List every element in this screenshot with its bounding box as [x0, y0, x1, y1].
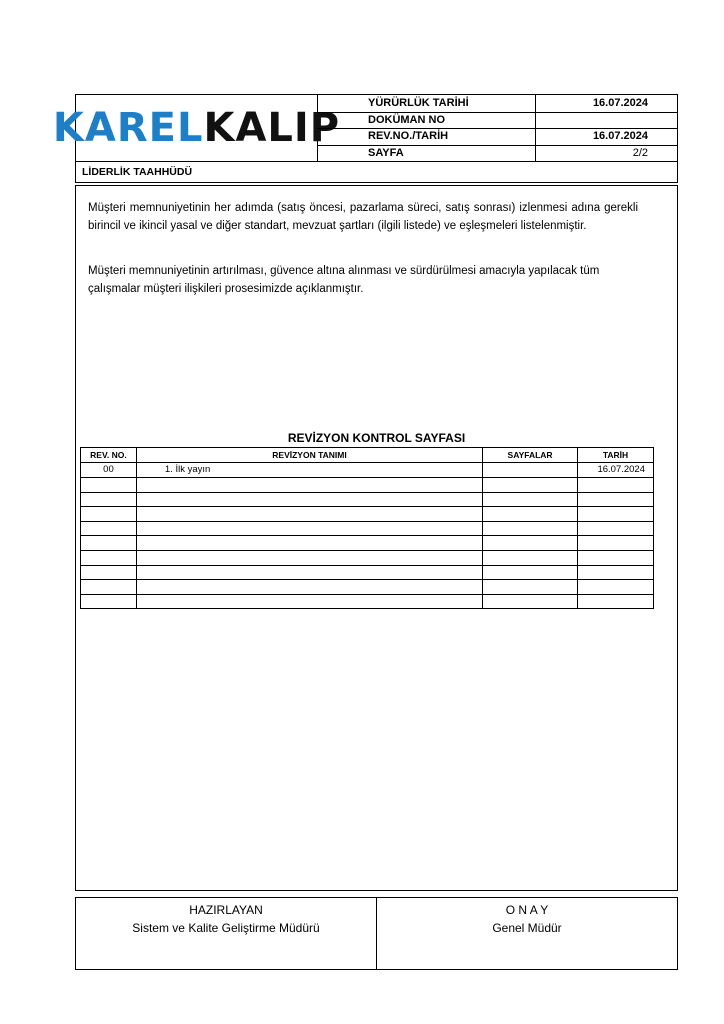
table-cell: [81, 536, 137, 551]
column-header: REV. NO.: [81, 448, 137, 463]
table-cell: 1. İlk yayın: [136, 463, 482, 478]
prepared-by-title: HAZIRLAYAN: [189, 903, 263, 917]
table-cell: [483, 536, 578, 551]
signature-footer: [75, 897, 678, 970]
table-cell: [136, 565, 482, 580]
table-cell: 16.07.2024: [578, 463, 654, 478]
table-cell: [81, 594, 137, 609]
table-cell: [578, 521, 654, 536]
section-title: LİDERLİK TAAHHÜDÜ: [75, 162, 678, 183]
revision-table: [80, 447, 654, 609]
table-cell: [136, 594, 482, 609]
header-label: REV.NO./TARİH: [317, 128, 536, 145]
table-row: [81, 463, 654, 478]
table-cell: [483, 550, 578, 565]
column-header: SAYFALAR: [483, 448, 578, 463]
approval-role: Genel Müdür: [492, 921, 562, 935]
table-cell: [578, 492, 654, 507]
table-header-row: [81, 448, 654, 463]
table-cell: [578, 536, 654, 551]
column-header: REVİZYON TANIMI: [136, 448, 482, 463]
header-row-effective-date: [317, 95, 678, 113]
header-row-document-no: [317, 112, 678, 129]
header-row-page: [317, 145, 678, 161]
header-value: [536, 112, 678, 128]
prepared-by-role: Sistem ve Kalite Geliştirme Müdürü: [132, 921, 320, 935]
table-row: [81, 550, 654, 565]
table-cell: [136, 507, 482, 522]
paragraph: Müşteri memnuniyetinin artırılması, güvence altına alınması ve sürdürülmesi amacıyla yapılacak tüm çalışmalar müşteri ilişkileri prosesimizde açıklanmıştır.: [88, 265, 600, 295]
table-row: [81, 521, 654, 536]
table-row: [81, 478, 654, 493]
prepared-by-cell: [76, 898, 377, 969]
header-label: SAYFA: [317, 145, 536, 161]
column-header: TARİH: [578, 448, 654, 463]
table-cell: [483, 492, 578, 507]
table-cell: [81, 507, 137, 522]
table-cell: [136, 536, 482, 551]
table-cell: [136, 521, 482, 536]
table-cell: [483, 507, 578, 522]
header-value: 2/2: [632, 147, 648, 159]
table-cell: [81, 580, 137, 595]
table-cell: [578, 550, 654, 565]
document-header: [52, 94, 678, 162]
table-cell: [136, 580, 482, 595]
table-cell: [81, 521, 137, 536]
table-row: [81, 507, 654, 522]
content-box: [75, 185, 678, 891]
table-cell: [81, 565, 137, 580]
table-cell: [136, 478, 482, 493]
company-logo: [52, 95, 341, 161]
table-cell: [483, 580, 578, 595]
header-label: YÜRÜRLÜK TARİHİ: [317, 95, 536, 112]
logo-text-kalip: KALIP: [203, 105, 341, 151]
table-cell: [578, 565, 654, 580]
paragraph: Müşteri memnuniyetinin her adımda (satış öncesi, pazarlama süreci, satış sonrası) izlenmesi adına gerekli birincil ve ikincil yasal ve diğer standart, mevzuat şartları (ilgili listede) ve eşleşmeleri listelenmiştir.: [88, 202, 638, 232]
table-row: [81, 594, 654, 609]
table-cell: [578, 594, 654, 609]
logo-text-karel: KAREL: [52, 105, 204, 151]
table-row: [81, 565, 654, 580]
table-cell: [136, 550, 482, 565]
table-cell: [136, 492, 482, 507]
header-row-revision: [317, 128, 678, 146]
table-row: [81, 580, 654, 595]
table-row: [81, 536, 654, 551]
table-cell: [483, 463, 578, 478]
table-cell: [483, 565, 578, 580]
table-cell: [578, 478, 654, 493]
header-value: 16.07.2024: [592, 130, 648, 142]
table-cell: [81, 550, 137, 565]
revision-table-title: REVİZYON KONTROL SAYFASI: [287, 431, 466, 445]
table-cell: [483, 521, 578, 536]
header-label: DOKÜMAN NO: [317, 112, 536, 128]
table-row: [81, 492, 654, 507]
table-cell: [81, 478, 137, 493]
table-cell: [578, 507, 654, 522]
table-cell: [81, 492, 137, 507]
approval-cell: [377, 898, 677, 969]
table-cell: [483, 478, 578, 493]
approval-title: O N A Y: [505, 903, 549, 917]
table-cell: 00: [81, 463, 137, 478]
header-value: 16.07.2024: [592, 97, 648, 109]
table-cell: [483, 594, 578, 609]
table-cell: [578, 580, 654, 595]
